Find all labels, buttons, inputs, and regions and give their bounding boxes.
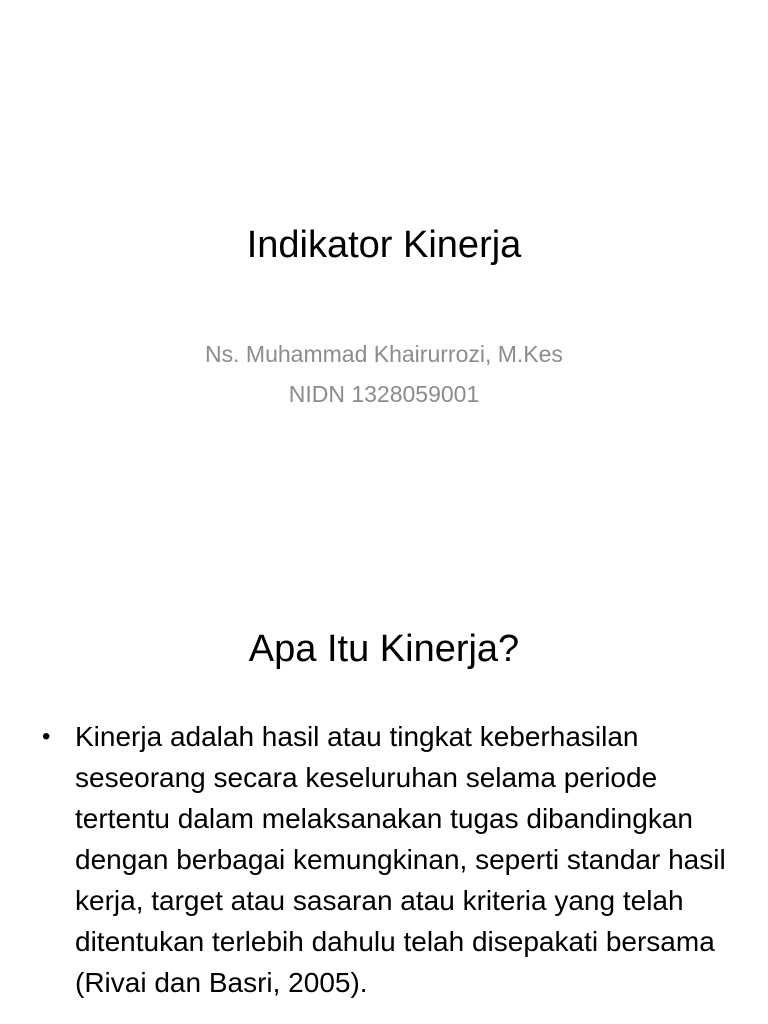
slide-2 [0, 576, 768, 1024]
bullet-text: Kinerja adalah hasil atau tingkat keberhasilan seseorang secara keseluruhan selama periode tertentu dalam melaksanakan tugas dibandingkan dengan berbagai kemungkinan, seperti standar hasil kerja, target atau sasaran atau kriteria yang telah ditentukan terlebih dahulu telah disepakati bersama (Rivai dan Basri, 2005). [75, 721, 726, 998]
slide-title: Indikator Kinerja [246, 224, 522, 266]
bullet-item [42, 716, 732, 1003]
author-name: Ns. Muhammad Khairurrozi, M.Kes [205, 341, 563, 367]
slide-title: Apa Itu Kinerja? [248, 628, 520, 670]
bullet-list [42, 716, 732, 1003]
slide-subtitle [0, 334, 768, 414]
bullet-dot-icon: • [42, 723, 51, 750]
author-nidn: NIDN 1328059001 [288, 381, 480, 407]
